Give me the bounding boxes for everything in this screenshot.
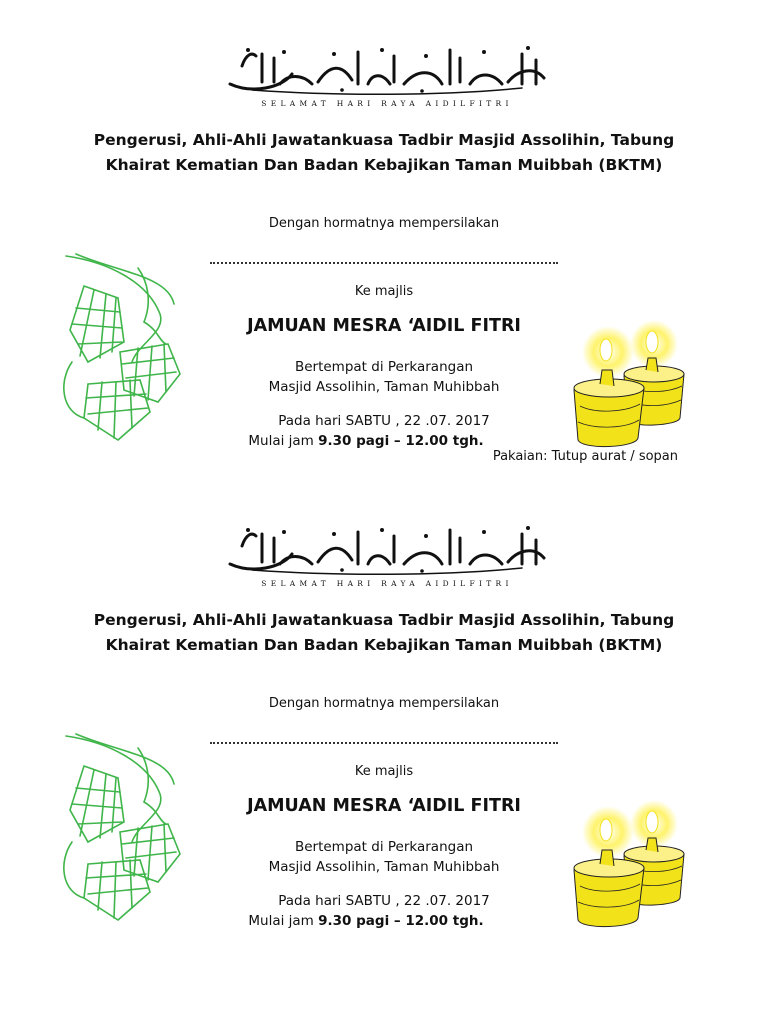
venue-line-2: Masjid Assolihin, Taman Muhibbah: [268, 379, 500, 395]
time-prefix: Mulai jam: [248, 913, 319, 929]
time-value: 9.30 pagi – 12.00 tgh.: [318, 913, 484, 929]
attire-note: Pakaian: Tutup aurat / sopan: [492, 449, 678, 464]
candles-icon: [566, 794, 688, 930]
jawi-calligraphy-icon: [222, 44, 552, 96]
organiser-text: Pengerusi, Ahli-Ahli Jawatankuasa Tadbir Masjid Assolihin, Tabung Khairat Kematian Dan Badan Kebajikan Taman Muibbah (BKTM): [93, 131, 675, 174]
calligraphy-logo: [222, 524, 552, 594]
calligraphy-logo: [222, 44, 552, 114]
date-time: [184, 411, 584, 451]
ketupat-icon: [48, 732, 188, 928]
date-time: [184, 891, 584, 931]
day-prefix: Pada hari: [278, 413, 346, 429]
candles-icon: [566, 314, 688, 450]
venue-line-1: Bertempat di Perkarangan: [294, 359, 474, 375]
guest-name-dotted-line: [210, 742, 558, 744]
venue-line-1: Bertempat di Perkarangan: [294, 839, 474, 855]
jawi-calligraphy-icon: [222, 524, 552, 576]
day-line: [278, 893, 490, 909]
invite-line: Dengan hormatnya mempersilakan: [268, 216, 500, 231]
time-prefix: Mulai jam: [248, 433, 319, 449]
to-event-line: Ke majlis: [354, 284, 414, 299]
time-line: [166, 911, 566, 931]
invite-line: Dengan hormatnya mempersilakan: [268, 696, 500, 711]
day-value: SABTU , 22 .07. 2017: [345, 893, 490, 909]
venue-line-2: Masjid Assolihin, Taman Muhibbah: [268, 859, 500, 875]
greeting-latin: SELAMAT HARI RAYA AIDILFITRI: [261, 99, 513, 108]
day-value: SABTU , 22 .07. 2017: [345, 413, 490, 429]
venue: [184, 357, 584, 397]
to-event-line: Ke majlis: [354, 764, 414, 779]
invitation-card-1: [0, 0, 768, 480]
invitation-card-2: [0, 480, 768, 960]
venue: [184, 837, 584, 877]
time-value: 9.30 pagi – 12.00 tgh.: [318, 433, 484, 449]
organiser-text: Pengerusi, Ahli-Ahli Jawatankuasa Tadbir Masjid Assolihin, Tabung Khairat Kematian Dan Badan Kebajikan Taman Muibbah (BKTM): [93, 611, 675, 654]
event-title: JAMUAN MESRA ‘AIDIL FITRI: [247, 316, 521, 336]
guest-name-dotted-line: [210, 262, 558, 264]
ketupat-icon: [48, 252, 188, 448]
day-line: [278, 413, 490, 429]
time-line: [166, 431, 566, 451]
greeting-latin: SELAMAT HARI RAYA AIDILFITRI: [261, 579, 513, 588]
day-prefix: Pada hari: [278, 893, 346, 909]
event-title: JAMUAN MESRA ‘AIDIL FITRI: [247, 796, 521, 816]
